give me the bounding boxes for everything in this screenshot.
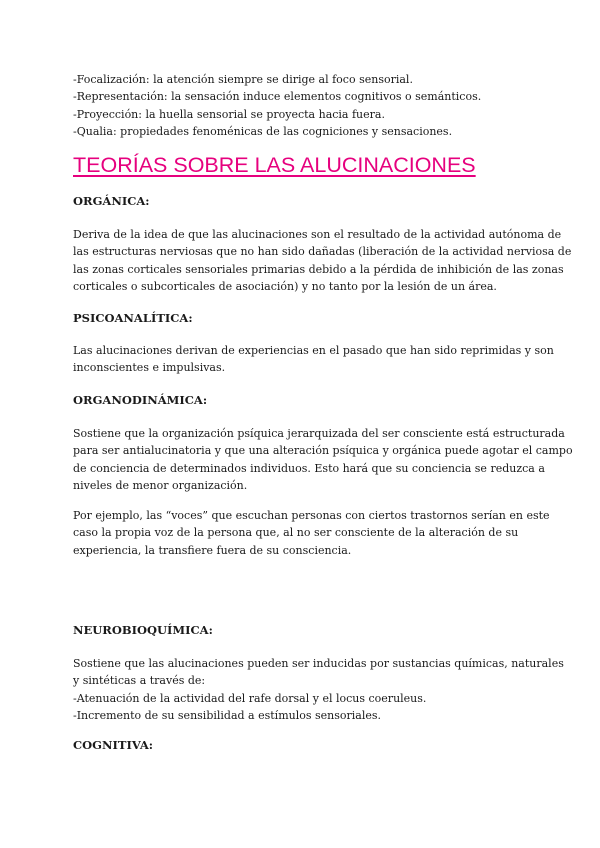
list-item: -Representación: la sensación induce elementos cognitivos o semánticos. (73, 90, 482, 104)
heading-psicoanalitica: PSICOANALÍTICA: (73, 311, 193, 325)
text-line: de conciencia de determinados individuos. Esto hará que su conciencia se reduzca a (73, 461, 545, 475)
text-line: niveles de menor organización. (73, 478, 248, 492)
paragraph-organodinamica-example (73, 507, 550, 559)
heading-organica: ORGÁNICA: (73, 194, 150, 208)
text-line: corticales o subcorticales de asociación) y no tanto por la lesión de un área. (73, 279, 497, 293)
text-line: las zonas corticales sensoriales primarias debido a la pérdida de inhibición de las zonas (73, 262, 564, 276)
text-line: y sintéticas a través de: (73, 674, 206, 688)
text-line: inconscientes e impulsivas. (73, 361, 226, 375)
text-line: experiencia, la transfiere fuera de su consciencia. (73, 543, 352, 557)
text-line: Sostiene que las alucinaciones pueden ser inducidas por sustancias químicas, naturales (73, 657, 564, 670)
list-item: -Qualia: propiedades fenoménicas de las cogniciones y sensaciones. (73, 124, 453, 138)
list-item: -Proyección: la huella sensorial se proyecta hacia fuera. (73, 107, 385, 121)
text-line: Deriva de la idea de que las alucinaciones son el resultado de la actividad autónoma de (73, 228, 562, 241)
text-line: Por ejemplo, las “voces” que escuchan personas con ciertos trastornos serían en este (73, 509, 550, 522)
list-item: -Atenuación de la actividad del rafe dorsal y el locus coeruleus. (73, 691, 427, 705)
section-title: TEORÍAS SOBRE LAS ALUCINACIONES (73, 153, 476, 177)
text-line: caso la propia voz de la persona que, al no ser consciente de la alteración de su (73, 526, 519, 540)
text-line: Sostiene que la organización psíquica jerarquizada del ser consciente está estructurada (73, 427, 565, 440)
text-line: las estructuras nerviosas que no han sido dañadas (liberación de la actividad nerviosa de (73, 245, 572, 259)
list-item: -Focalización: la atención siempre se dirige al foco sensorial. (73, 73, 413, 86)
paragraph-neurobioquimica (73, 655, 564, 724)
heading-cognitiva: COGNITIVA: (73, 738, 154, 752)
list-item: -Incremento de su sensibilidad a estímulos sensoriales. (73, 708, 382, 722)
heading-neurobioquimica: NEUROBIOQUÍMICA: (73, 623, 213, 637)
paragraph-psicoanalitica (73, 342, 554, 377)
intro-list (73, 71, 533, 140)
text-line: Las alucinaciones derivan de experiencias en el pasado que han sido reprimidas y son (73, 344, 554, 357)
heading-organodinamica: ORGANODINÁMICA: (73, 393, 208, 407)
paragraph-organodinamica (73, 425, 573, 494)
paragraph-organica (73, 226, 572, 295)
text-line: para ser antialucinatoria y que una alteración psíquica y orgánica puede agotar el campo (73, 444, 573, 458)
